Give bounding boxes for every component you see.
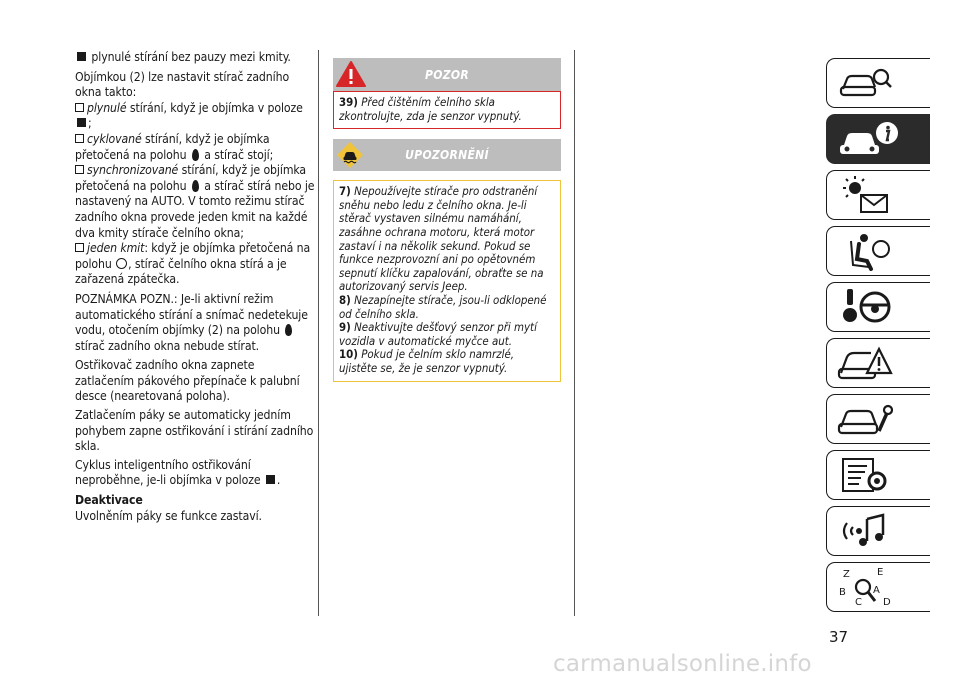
mode-jeden-kmit: jeden kmit: když je objímka přetočená na polohu , stírač čelního okna stírá a je zařazená zpátečka.	[75, 241, 311, 287]
square-outline-icon	[75, 165, 84, 174]
drop-icon	[192, 149, 199, 161]
caution-item: 7) Nepoužívejte stírače pro odstranění sněhu nebo ledu z čelního okna. Je-li stěrač vystaven silnému namáhání, zasáhne ochrana motoru, která motor zastaví i na několik sekund. Pokud se funkce nezprovozní ani po opětovném sepnutí klíčku zapalování, obraťte se na autorizovaný servis Jeep.	[339, 184, 544, 294]
column-divider	[574, 50, 575, 616]
right-column	[333, 58, 561, 392]
watermark: carmanualsonline.info	[553, 651, 812, 677]
caution-box	[333, 180, 561, 381]
tab-vehicle-info[interactable]	[826, 114, 930, 164]
svg-text:A: A	[873, 585, 880, 596]
drop-icon	[192, 180, 199, 192]
svg-text:D: D	[883, 597, 891, 608]
rear-intro-paragraph: Objímkou (2) lze nastavit stírač zadního okna takto:	[75, 69, 290, 100]
svg-text:E: E	[877, 567, 884, 578]
ring-position-icon	[116, 258, 127, 269]
svg-text:Z: Z	[843, 569, 850, 580]
multimedia-music-icon	[837, 511, 893, 551]
square-filled-icon	[266, 475, 275, 484]
tab-multimedia[interactable]	[826, 506, 930, 556]
tab-emergency[interactable]	[826, 338, 930, 388]
specs-gear-icon	[837, 455, 893, 495]
key-steering-wheel-icon	[837, 287, 893, 327]
svg-text:C: C	[855, 597, 862, 608]
mode-synchronizovane: synchronizované stírání, když je objímka přetočená na polohu a stírač stírá nebo je nastavený na AUTO. V tomto režimu stírač zadního okna provede jeden kmit na každé dva kmity stírače čelního okna;	[75, 163, 315, 240]
continuous-line: plynulé stírání bez pauzy mezi kmity.	[75, 50, 315, 66]
caution-title: UPOZORNĚNÍ	[405, 148, 489, 163]
svg-text:B: B	[839, 587, 846, 598]
car-wrench-icon	[837, 399, 893, 439]
square-outline-icon	[75, 103, 84, 112]
square-filled-icon	[77, 52, 86, 61]
caution-item: 10) Pokud je čelním sklo namrzlé, ujistěte se, že je senzor vypnutý.	[339, 347, 515, 375]
deactivate-text: Uvolněním páky se funkce zastaví.	[75, 508, 262, 523]
caution-item: 9) Neaktivujte dešťový senzor při mytí vozidla v automatické myčce aut.	[339, 320, 537, 348]
column-divider	[318, 50, 319, 616]
chapter-tabs	[826, 58, 930, 618]
square-filled-icon	[77, 118, 86, 127]
tab-specifications[interactable]	[826, 450, 930, 500]
warning-box	[333, 91, 561, 129]
caution-item: 8) Nezapínejte stírače, jsou-li odklopené od čelního skla.	[339, 292, 547, 321]
tab-vehicle-overview[interactable]	[826, 58, 930, 108]
warning-triangle-icon	[336, 60, 366, 91]
washer-paragraph-1: Ostřikovač zadního okna zapnete zatlačením pákového přepínače k palubní desce (nearetovaná poloha).	[75, 358, 300, 404]
airbag-seat-icon	[837, 231, 893, 271]
mode-plynule: plynulé stírání, když je objímka v poloze ;	[75, 101, 315, 132]
tab-lights-warnings[interactable]	[826, 170, 930, 220]
deactivate-heading: Deaktivace	[75, 493, 143, 508]
warning-item: 39) Před čištěním čelního skla zkontrolujte, zda je senzor vypnutý.	[339, 95, 522, 123]
light-envelope-icon	[837, 175, 893, 215]
mode-cyklovane: cyklované stírání, když je objímka přetočená na polohu a stírač stojí;	[75, 131, 274, 162]
tab-index[interactable]	[826, 562, 930, 612]
washer-paragraph-2: Zatlačením páky se automaticky jedním pohybem zapne ostřikování i stírání zadního skla.	[75, 408, 314, 454]
caution-header	[333, 139, 561, 171]
tab-servicing[interactable]	[826, 394, 930, 444]
note-paragraph: POZNÁMKA POZN.: Je-li aktivní režim automatického stírání a snímač nedetekuje vodu, otočením objímky (2) na polohu stírač zadního okna nebude stírat.	[75, 291, 308, 353]
tab-safety[interactable]	[826, 226, 930, 276]
square-outline-icon	[75, 243, 84, 252]
car-search-icon	[837, 65, 893, 101]
car-info-icon	[837, 120, 899, 158]
warning-header	[333, 58, 561, 91]
warning-title: POZOR	[425, 67, 469, 82]
washer-paragraph-3: Cyklus inteligentního ostřikování neproběhne, je-li objímka v poloze .	[75, 457, 281, 488]
caution-car-icon	[336, 141, 364, 172]
square-outline-icon	[75, 134, 84, 143]
drop-icon	[285, 324, 292, 336]
index-letters-icon	[837, 565, 893, 609]
page-number: 37	[829, 628, 849, 646]
car-warning-icon	[837, 343, 893, 383]
left-column	[75, 50, 315, 528]
tab-starting-driving[interactable]	[826, 282, 930, 332]
